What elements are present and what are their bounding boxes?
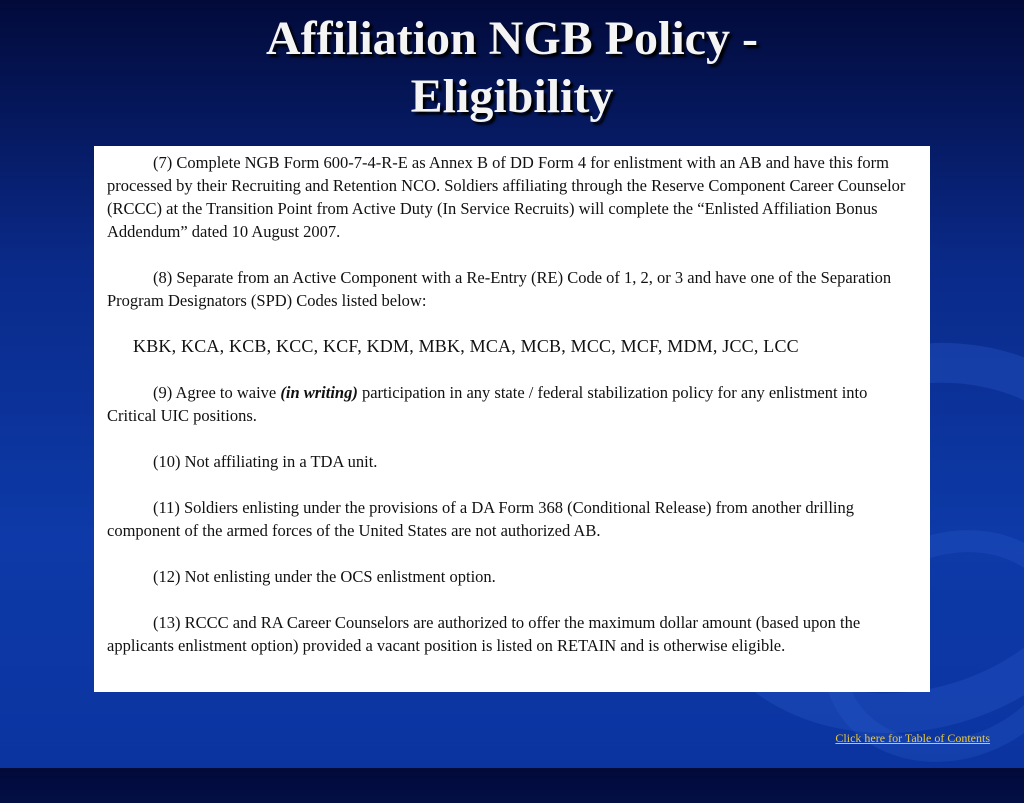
policy-item-8: (8) Separate from an Active Component with a Re-Entry (RE) Code of 1, 2, or 3 and have one of the Separation Program Designators (SPD) Codes listed below: bbox=[107, 268, 892, 310]
policy-item-10: (10) Not affiliating in a TDA unit. bbox=[153, 452, 378, 471]
policy-item-9 bbox=[107, 381, 906, 427]
policy-item-12: (12) Not enlisting under the OCS enlistment option. bbox=[153, 567, 496, 586]
table-of-contents-link[interactable]: Click here for Table of Contents bbox=[835, 731, 990, 745]
slide-title-line-1: Affiliation NGB Policy - bbox=[266, 12, 758, 65]
policy-item-9-emphasis: (in writing) bbox=[280, 383, 358, 402]
policy-item-13: (13) RCCC and RA Career Counselors are authorized to offer the maximum dollar amount (based upon the applicants enlistment option) provided a vacant position is listed on RETAIN and is otherwise eligible. bbox=[107, 613, 861, 655]
slide-title bbox=[0, 10, 1024, 126]
slide-title-line-2: Eligibility bbox=[410, 70, 614, 123]
policy-item-9-text-before: (9) Agree to waive bbox=[153, 383, 281, 402]
policy-item-7: (7) Complete NGB Form 600-7-4-R-E as Annex B of DD Form 4 for enlistment with an AB and have this form processed by their Recruiting and Retention NCO. Soldiers affiliating through the Reserve Component Career Counselor (RCCC) at the Transition Point from Active Duty (In Service Recruits) will complete the “Enlisted Affiliation Bonus Addendum” dated 10 August 2007. bbox=[107, 153, 906, 241]
spd-codes-list: KBK, KCA, KCB, KCC, KCF, KDM, MBK, MCA, MCB, MCC, MCF, MDM, JCC, LCC bbox=[133, 336, 799, 356]
document-image-panel bbox=[94, 146, 930, 692]
policy-item-11: (11) Soldiers enlisting under the provisions of a DA Form 368 (Conditional Release) from another drilling component of the armed forces of the United States are not authorized AB. bbox=[107, 498, 854, 540]
policy-item-9-text-after: participation in any state / federal stabilization policy for any enlistment into Critical UIC positions. bbox=[107, 383, 868, 425]
